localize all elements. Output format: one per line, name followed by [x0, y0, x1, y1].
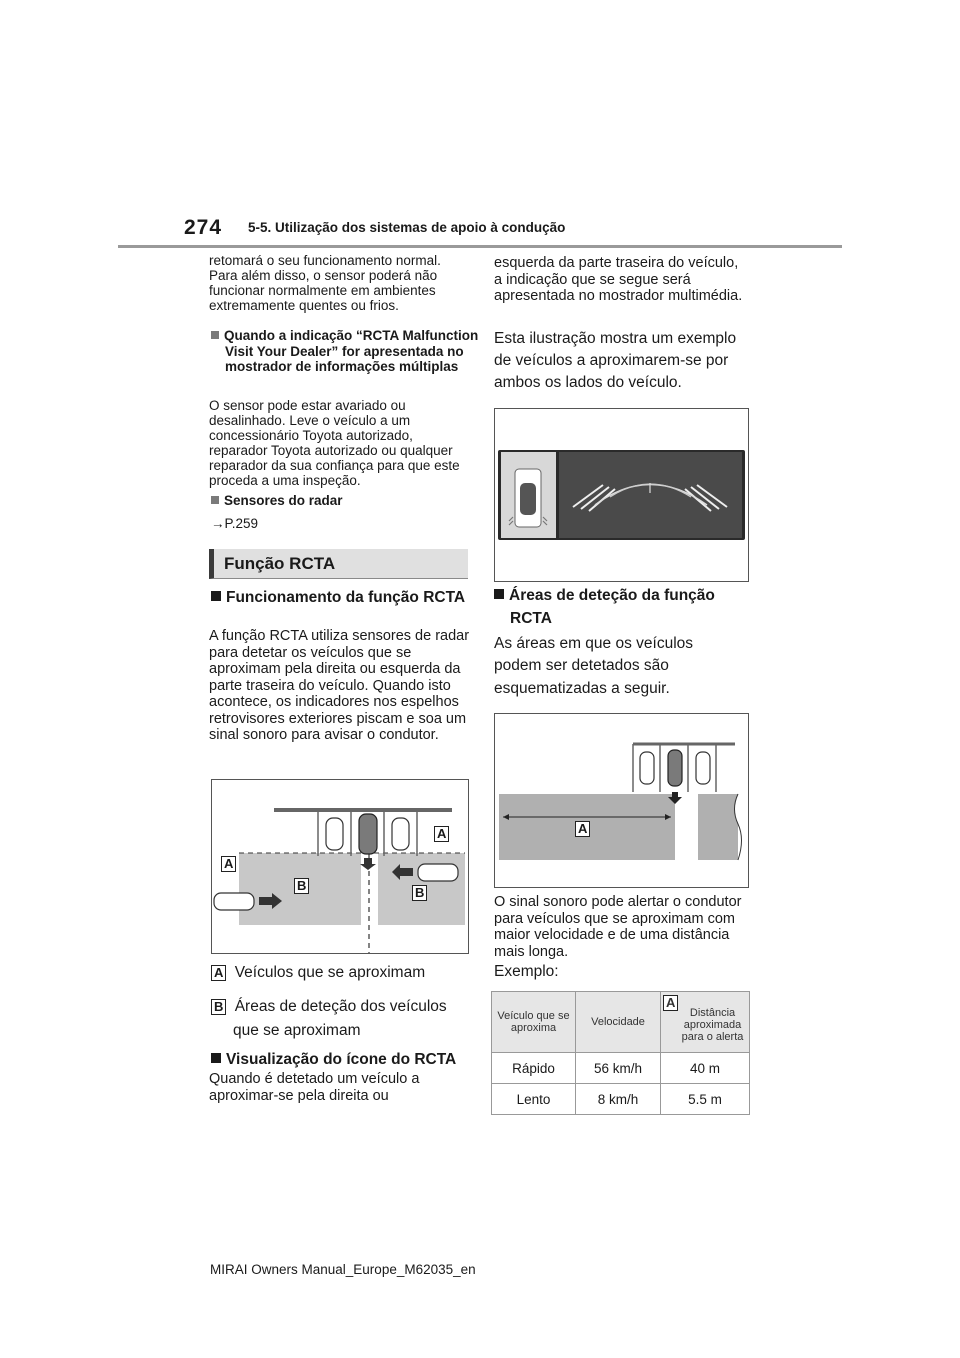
footer-manual-id: MIRAI Owners Manual_Europe_M62035_en — [210, 1262, 476, 1277]
figure-rcta-detection — [211, 779, 469, 954]
multimedia-display-diagram — [495, 409, 748, 581]
page-number: 274 — [184, 216, 223, 239]
figure-detection-areas — [494, 713, 749, 888]
areas-line-2: podem ser detetados são — [494, 657, 669, 674]
bullet-square-icon — [211, 496, 219, 504]
label-a-left: A — [221, 856, 236, 872]
illustration-line-3: ambos os lados do veículo. — [494, 374, 682, 391]
header-distance: A Distância aproximada para o alerta — [661, 992, 750, 1053]
label-b-right: B — [412, 885, 427, 901]
rcta-operation-text: A função RCTA utiliza sensores de radar para detetar os veículos que se aproximam pela direita ou esquerda da parte traseira do veículo. Quando isto acontece, os indicadores nos espelhos retrovisores exteriores piscam e soa um sinal sonoro para avisar o condutor. — [209, 628, 470, 743]
label-a-area: A — [575, 821, 590, 837]
legend-a-key: A — [211, 965, 226, 981]
header-distance-key: A — [663, 995, 678, 1011]
illustration-line-1: Esta ilustração mostra um exemplo — [494, 330, 737, 347]
alert-text: O sinal sonoro pode alertar o condutor para veículos que se aproximam com maior velocidade e de uma distância mais longa. — [494, 894, 742, 960]
heading-rcta-operation: Funcionamento da função RCTA — [211, 589, 477, 606]
chapter-title: 5-5. Utilização dos sistemas de apoio à condução — [248, 220, 566, 235]
section-heading: Função RCTA — [209, 549, 468, 579]
heading-detection-areas: Áreas de deteção da função — [494, 587, 760, 604]
bullet-malfunction: Quando a indicação “RCTA Malfunction Visit Your Dealer” for apresentada no mostrador de informações múltiplas — [211, 328, 483, 375]
heading-square-icon — [494, 589, 504, 599]
rcta-detection-diagram — [212, 780, 468, 953]
legend-b-key: B — [211, 999, 226, 1015]
table-header-row — [492, 992, 750, 1053]
illustration-line-2: de veículos a aproximarem-se por — [494, 352, 729, 369]
label-b-left: B — [294, 878, 309, 894]
continued-text: esquerda da parte traseira do veículo, a indicação que se segue será apresentada no mostrador multimédia. — [494, 255, 743, 304]
heading-square-icon — [211, 591, 221, 601]
malfunction-text: O sensor pode estar avariado ou desalinhado. Leve o veículo a um concessionário Toyota autorizado, reparador Toyota autorizado ou qualquer reparador da sua confiança para que este proceda a uma inspeção. — [209, 398, 460, 488]
areas-line-1: As áreas em que os veículos — [494, 635, 694, 652]
figure-multimedia-display — [494, 408, 749, 582]
rcta-icon-text: Quando é detetado um veículo a aproximar-se pela direita ou — [209, 1071, 420, 1104]
detection-areas-diagram — [495, 714, 748, 887]
areas-line-3: esquematizadas a seguir. — [494, 680, 670, 697]
table-row: Rápido 56 km/h 40 m — [492, 1053, 750, 1084]
table-row: Lento 8 km/h 5.5 m — [492, 1084, 750, 1115]
bullet-square-icon — [211, 331, 219, 339]
legend-b-line2: que se aproximam — [233, 1022, 361, 1039]
header-rule — [118, 245, 842, 248]
legend-a: A Veículos que se aproximam — [211, 964, 425, 982]
legend-b: B Áreas de deteção dos veículos — [211, 998, 447, 1016]
example-label: Exemplo: — [494, 963, 559, 980]
intro-text: retomará o seu funcionamento normal. Para além disso, o sensor poderá não funcionar normalmente em ambientes extremamente quentes ou frios. — [209, 253, 441, 313]
header-speed: Velocidade — [575, 992, 660, 1053]
header-vehicle: Veículo que se aproxima — [492, 992, 576, 1053]
label-a-right: A — [434, 826, 449, 842]
heading-rcta-icon: Visualização do ícone do RCTA — [211, 1051, 487, 1068]
bullet-radar: Sensores do radar — [211, 493, 483, 509]
heading-square-icon — [211, 1053, 221, 1063]
heading-detection-areas-line2: RCTA — [510, 610, 552, 627]
alert-distance-table — [491, 991, 750, 1115]
page-reference-link[interactable]: →P.259 — [211, 516, 259, 531]
